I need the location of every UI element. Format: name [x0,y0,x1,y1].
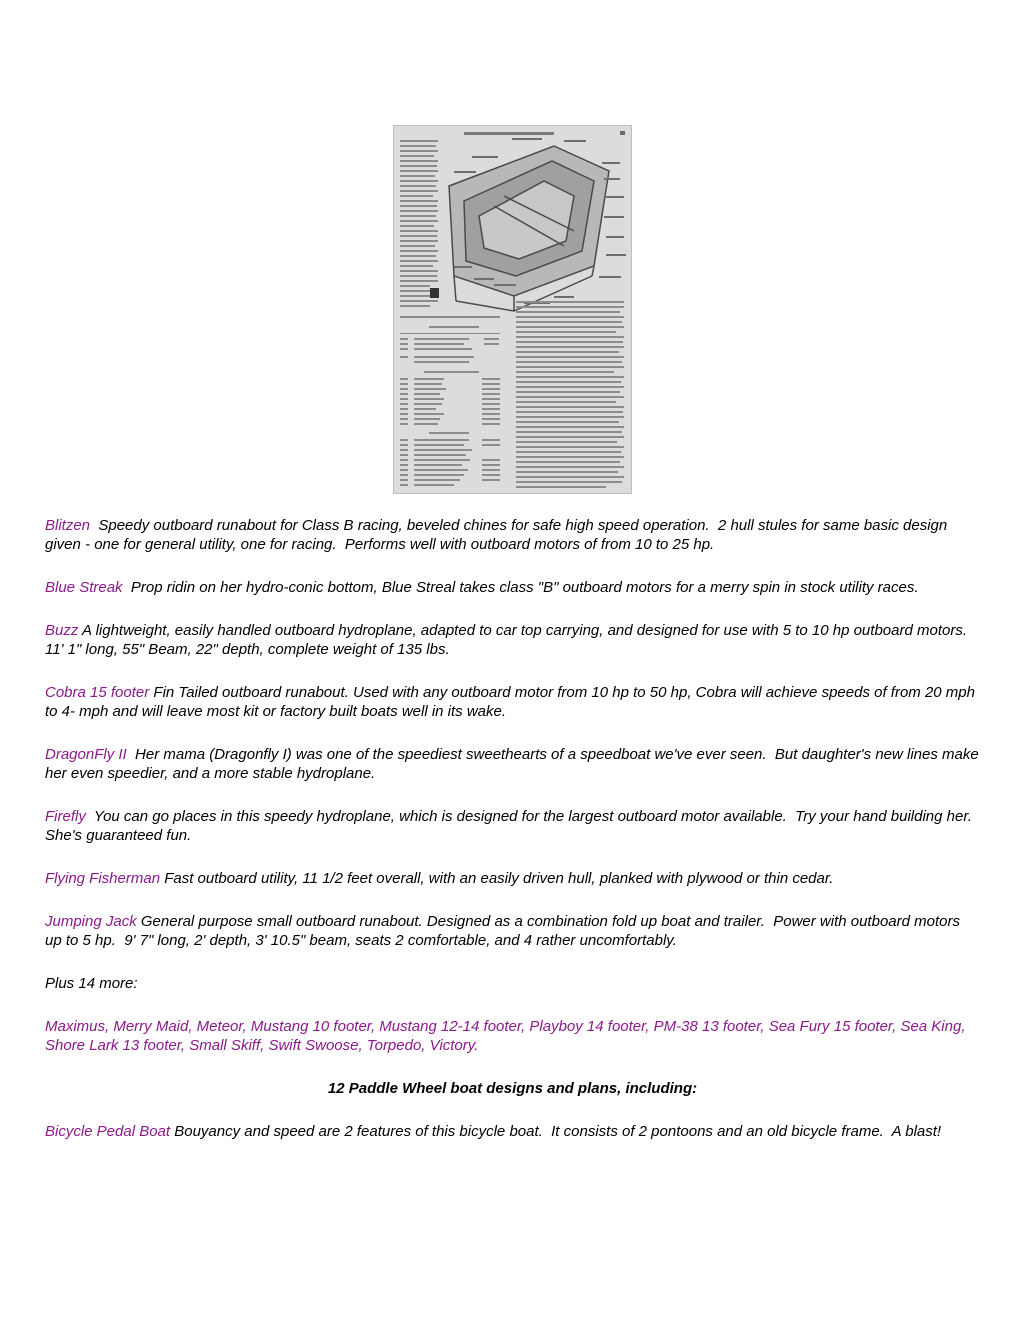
boat-description: Fin Tailed outboard runabout. Used with any outboard motor from 10 hp to 50 hp, Cobra will achieve speeds of from 20 mph to 4- mph and will leave most kit or factory built boats well in its wake. [45,684,980,720]
boat-name: Bicycle Pedal Boat [45,1123,171,1140]
scanned-handbook-page-image [393,125,632,494]
list-item-blue-streak [45,578,980,597]
boat-description: Her mama (Dragonfly I) was one of the speediest sweethearts of a speedboat we've ever seen. But daughter's new lines make her even speedier, and a more stable hydroplane. [45,746,983,782]
list-item-bicycle-pedal-boat [45,1122,980,1141]
paddle-wheel-heading: 12 Paddle Wheel boat designs and plans, including: [327,1080,698,1097]
boat-name: Blue Streak [45,579,123,596]
list-item-flying-fisherman [45,869,980,888]
scanned-handbook-page-icon [394,126,631,493]
list-item-firefly [45,807,980,845]
boat-name: Jumping Jack [45,913,137,930]
boat-name: DragonFly II [45,746,127,763]
list-item-dragonfly [45,745,983,783]
boat-name: Cobra 15 footer [45,684,150,701]
boat-plans-list [45,516,983,1165]
boat-description: You can go places in this speedy hydroplane, which is designed for the largest outboard motor available. Try your hand building her. She's guaranteed fun. [45,808,981,844]
boat-description: A lightweight, easily handled outboard hydroplane, adapted to car top carrying, and designed for use with 5 to 10 hp outboard motors. 11' 1" long, 55" Beam, 22" depth, complete weight of 135 lbs. [45,622,976,658]
boat-name: Buzz [45,622,79,639]
list-item-cobra [45,683,980,721]
boat-name: Flying Fisherman [45,870,161,887]
boat-description: Fast outboard utility, 11 1/2 feet overall, with an easily driven hull, planked with plywood or thin cedar. [160,870,834,887]
more-boats-list: Maximus, Merry Maid, Meteor, Mustang 10 footer, Mustang 12-14 footer, Playboy 14 footer, PM-38 13 footer, Sea Fury 15 footer, Sea King, Shore Lark 13 footer, Small Skiff, Swift Swoose, Torpedo, Victory. [45,1018,966,1054]
boat-name: Firefly [45,808,86,825]
plus-more-label: Plus 14 more: [45,975,138,992]
boat-name: Blitzen [45,517,91,534]
list-item-buzz [45,621,980,659]
boat-description: General purpose small outboard runabout. Designed as a combination fold up boat and trailer. Power with outboard motors up to 5 hp. 9' 7" long, 2' depth, 3' 10.5" beam, seats 2 comfortable, and 4 rather uncomfortably. [45,913,965,949]
boat-description: Bouyancy and speed are 2 features of this bicycle boat. It consists of 2 pontoons and an old bicycle frame. A blast! [170,1123,942,1140]
boat-description: Speedy outboard runabout for Class B racing, beveled chines for safe high speed operation. 2 hull stules for same basic design given - one for general utility, one for racing. Performs well with outboard motors of from 10 to 25 hp. [45,517,952,553]
list-item-blitzen [45,516,980,554]
boat-description: Prop ridin on her hydro-conic bottom, Blue Streal takes class "B" outboard motors for a merry spin in stock utility races. [122,579,919,596]
list-item-jumping-jack [45,912,980,950]
